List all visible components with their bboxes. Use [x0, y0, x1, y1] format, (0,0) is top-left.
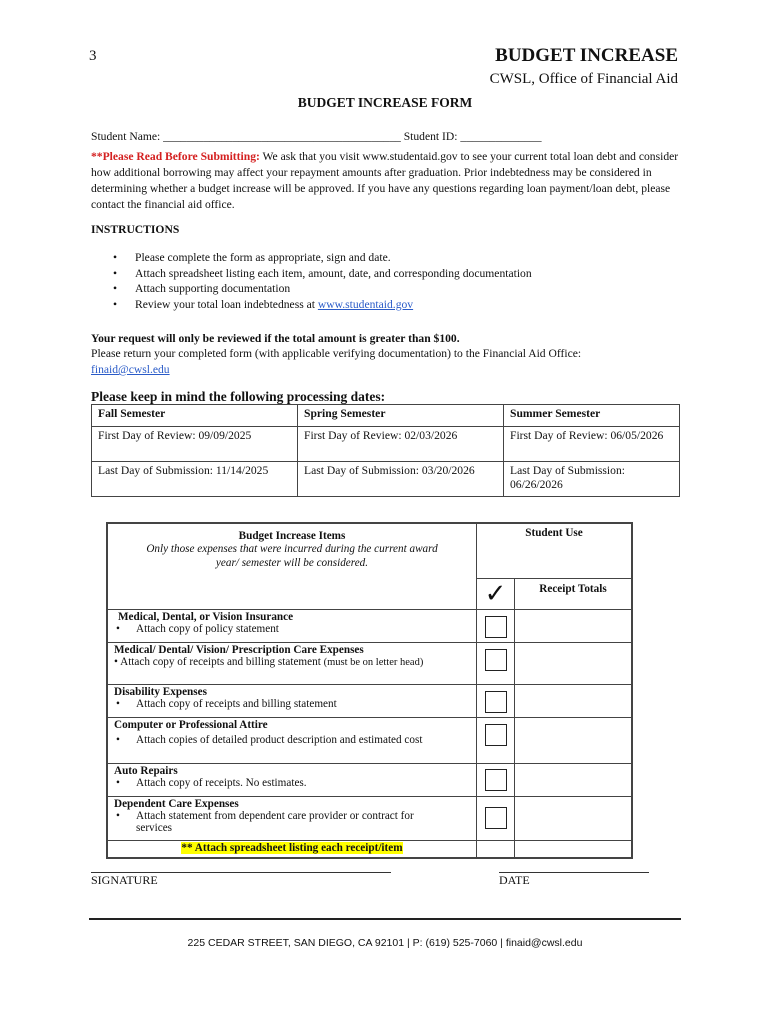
item-row — [107, 763, 477, 796]
checkbox-cell — [477, 609, 515, 642]
items-heading: Budget Increase Items — [238, 530, 346, 542]
checkbox-cell — [477, 796, 515, 840]
item-title: Auto Repairs — [114, 764, 178, 777]
table-cell: First Day of Review: 06/05/2026 — [504, 427, 680, 462]
item-row — [107, 609, 477, 642]
receipt-total-input[interactable] — [515, 796, 633, 840]
item-detail: • Attach copy of policy statement — [114, 623, 470, 635]
item-detail: • Attach copy of receipts. No estimates. — [114, 777, 470, 789]
return-note: Please return your completed form (with applicable verifying documentation) to the Financial Aid Office: — [91, 347, 582, 360]
item-checkbox[interactable] — [485, 769, 507, 791]
item-row — [107, 796, 477, 840]
list-item-text: Review your total loan indebtedness at — [135, 297, 318, 311]
column-header: Summer Semester — [504, 405, 680, 427]
item-title: Disability Expenses — [114, 685, 207, 698]
document-title: BUDGET INCREASE — [495, 45, 678, 66]
checkbox-cell — [477, 717, 515, 763]
column-header: Spring Semester — [298, 405, 504, 427]
table-cell: First Day of Review: 09/09/2025 — [92, 427, 298, 462]
item-checkbox[interactable] — [485, 807, 507, 829]
empty-cell — [515, 840, 633, 858]
student-id-label: Student ID: — [403, 130, 458, 143]
receipt-totals-header: Receipt Totals — [515, 578, 633, 609]
office-name: CWSL, Office of Financial Aid — [489, 71, 678, 87]
footer-divider — [89, 918, 681, 920]
receipt-total-input[interactable] — [515, 717, 633, 763]
notice-lead: **Please Read Before Submitting: — [91, 150, 260, 163]
item-detail: • Attach copies of detailed product description and estimated cost — [114, 734, 470, 746]
date-label: DATE — [499, 873, 530, 887]
instructions-list — [91, 250, 532, 312]
form-title: BUDGET INCREASE FORM — [297, 95, 473, 110]
table-cell: First Day of Review: 02/03/2026 — [298, 427, 504, 462]
page-number: 3 — [89, 48, 97, 64]
empty-cell — [477, 840, 515, 858]
instructions-heading: INSTRUCTIONS — [91, 223, 180, 236]
item-detail: • Attach copy of receipts and billing statement — [114, 698, 470, 710]
item-row — [107, 684, 477, 717]
studentaid-link[interactable]: www.studentaid.gov — [317, 297, 414, 311]
checkbox-cell — [477, 642, 515, 684]
list-item: • Please complete the form as appropriate, sign and date. — [91, 250, 532, 266]
student-info-line — [91, 129, 691, 145]
item-detail: Attach copy of receipts and billing statement — [120, 655, 321, 668]
list-item — [91, 297, 532, 313]
footer-note-cell — [107, 840, 477, 858]
item-detail: • Attach statement from dependent care provider or contract for services — [114, 810, 470, 834]
processing-dates-table — [91, 404, 680, 497]
item-row — [107, 642, 477, 684]
receipt-total-input[interactable] — [515, 763, 633, 796]
notice-body: We ask that you visit www.studentaid.gov to see your current total loan debt and consider how additional borrowing may affect your repayment amounts after graduation. Prior indebtedness may be considered in determining whether a budget increase will be approved. If you have any questions regarding loan payment/loan debt, please contact the financial aid office. — [91, 150, 679, 211]
item-title: Medical/ Dental/ Vision/ Prescription Care Expenses — [114, 643, 364, 656]
receipt-total-input[interactable] — [515, 684, 633, 717]
list-item: • Attach supporting documentation — [91, 281, 532, 297]
return-email-line — [91, 362, 691, 378]
budget-items-table — [106, 522, 633, 859]
table-cell: Last Day of Submission: 03/20/2026 — [298, 462, 504, 497]
item-title: Computer or Professional Attire — [114, 718, 268, 731]
table-cell: Last Day of Submission: 06/26/2026 — [504, 462, 680, 497]
receipt-total-input[interactable] — [515, 609, 633, 642]
items-subheading: Only those expenses that were incurred during the current award year/ semester will be considered. — [146, 543, 438, 569]
review-note: Your request will only be reviewed if the total amount is greater than $100. — [91, 332, 460, 345]
item-title: Dependent Care Expenses — [114, 797, 239, 810]
item-checkbox[interactable] — [485, 724, 507, 746]
student-id-field[interactable]: ______________ — [460, 130, 542, 143]
email-link[interactable]: finaid@cwsl.edu — [91, 363, 170, 376]
list-item: • Attach spreadsheet listing each item, amount, date, and corresponding documentation — [91, 266, 532, 282]
item-note: (must be on letter head) — [323, 656, 424, 668]
student-name-field[interactable]: _________________________________________ — [163, 130, 401, 143]
item-detail-line: • Attach copy of receipts and billing statement (must be on letter head) — [114, 655, 424, 668]
footer-address: 225 CEDAR STREET, SAN DIEGO, CA 92101 | P: (619) 525-7060 | finaid@cwsl.edu — [187, 937, 583, 949]
item-row — [107, 717, 477, 763]
student-use-header: Student Use — [477, 523, 633, 578]
item-checkbox[interactable] — [485, 616, 507, 638]
column-header: Fall Semester — [92, 405, 298, 427]
student-name-label: Student Name: — [91, 130, 161, 143]
notice-paragraph — [91, 149, 691, 213]
item-checkbox[interactable] — [485, 649, 507, 671]
dates-heading: Please keep in mind the following processing dates: — [91, 389, 386, 404]
checkmark-icon: ✓ — [477, 578, 515, 609]
checkbox-cell — [477, 763, 515, 796]
item-title: Medical, Dental, or Vision Insurance — [118, 610, 294, 623]
item-checkbox[interactable] — [485, 691, 507, 713]
checkbox-cell — [477, 684, 515, 717]
table-cell: Last Day of Submission: 11/14/2025 — [92, 462, 298, 497]
items-header-cell — [107, 523, 477, 609]
signature-label: SIGNATURE — [91, 873, 158, 887]
receipt-total-input[interactable] — [515, 642, 633, 684]
footer-note: ** Attach spreadsheet listing each receipt/item — [181, 841, 403, 854]
